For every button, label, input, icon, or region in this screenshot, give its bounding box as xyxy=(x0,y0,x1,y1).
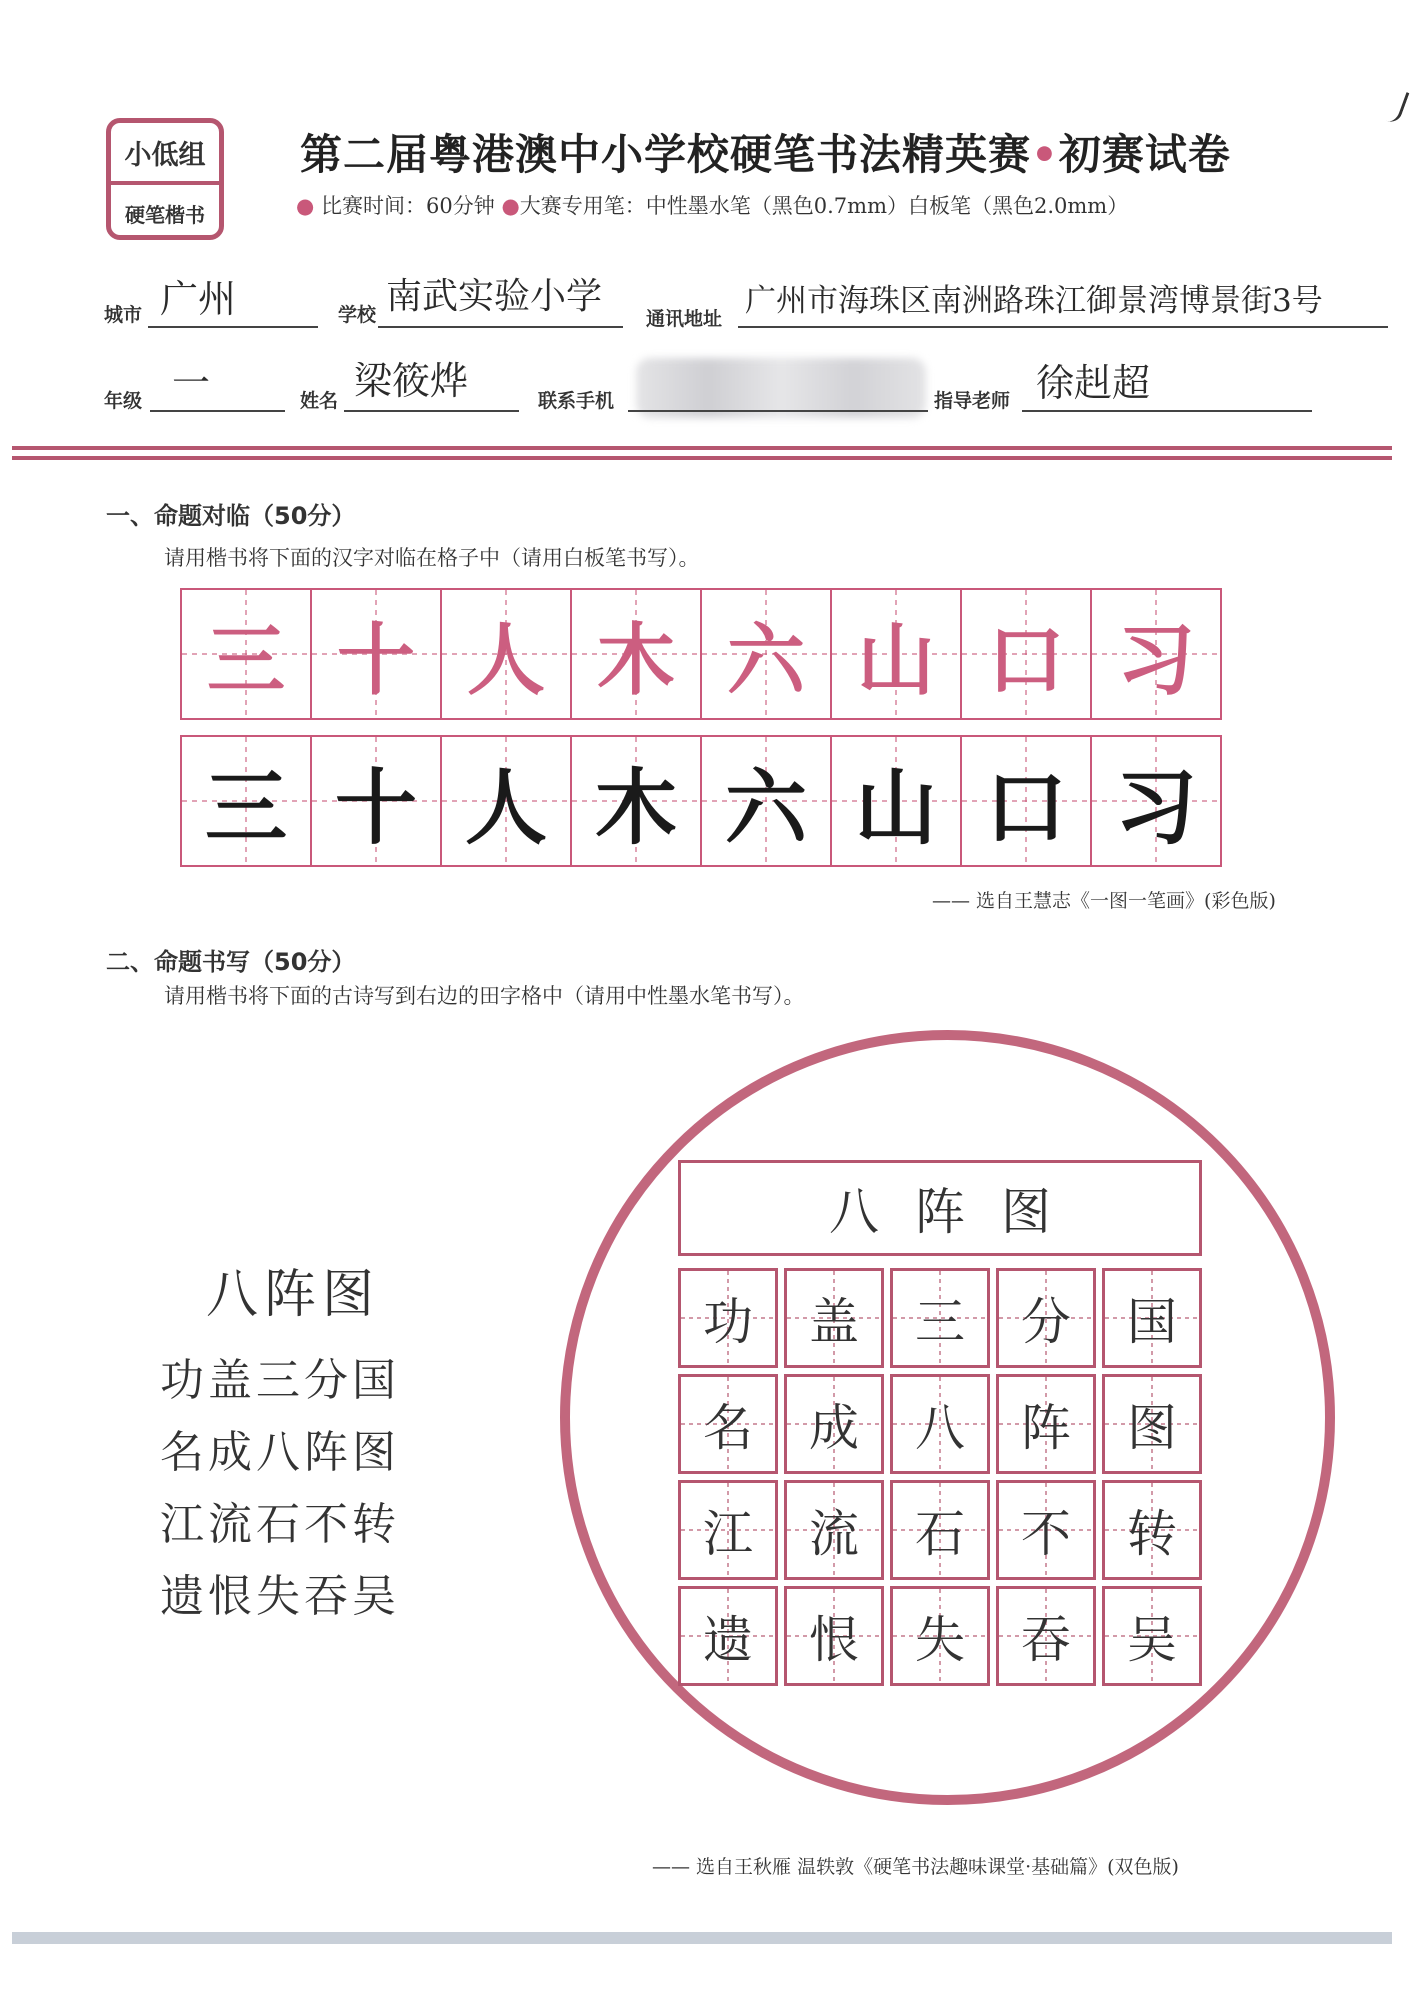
header-divider xyxy=(12,446,1392,450)
answer-title: 八阵图 xyxy=(829,1183,1087,1241)
answer-char: 转 xyxy=(1127,1505,1177,1563)
model-char: 六 xyxy=(726,615,805,706)
model-cell xyxy=(440,588,572,720)
tianzi-cell xyxy=(784,1480,884,1580)
tianzi-cell xyxy=(784,1586,884,1686)
tianzi-cell xyxy=(678,1374,778,1474)
answer-char: 盖 xyxy=(809,1293,859,1351)
tianzi-cell xyxy=(678,1480,778,1580)
model-cell xyxy=(310,588,442,720)
poem-title: 八阵图 xyxy=(206,1265,381,1325)
section1-description: 请用楷书将下面的汉字对临在格子中（请用白板笔书写）。 xyxy=(164,546,700,570)
written-cell xyxy=(440,735,572,867)
answer-char: 石 xyxy=(915,1505,965,1563)
written-cell xyxy=(830,735,962,867)
address-value: 广州市海珠区南洲路珠江御景湾博景街3号 xyxy=(745,283,1323,319)
answer-title-box xyxy=(678,1160,1202,1256)
answer-char: 图 xyxy=(1127,1399,1177,1457)
name-field-line xyxy=(344,410,519,412)
grade-label: 年级 xyxy=(104,390,143,412)
poem-line: 名成八阵图 xyxy=(160,1427,400,1478)
model-char: 木 xyxy=(596,615,675,706)
address-label: 通讯地址 xyxy=(646,308,723,330)
tianzi-cell xyxy=(1102,1268,1202,1368)
tianzi-cell xyxy=(678,1268,778,1368)
pen-mark xyxy=(1387,89,1410,125)
teacher-field-line xyxy=(1022,410,1312,412)
grade-value: 一 xyxy=(172,361,211,405)
footer-bar xyxy=(12,1932,1392,1944)
badge-group-label: 小低组 xyxy=(111,123,219,185)
title-main: 第二届粤港澳中小学校硬笔书法精英赛 xyxy=(300,130,1032,179)
answer-char: 分 xyxy=(1021,1293,1071,1351)
tianzi-cell xyxy=(996,1268,1096,1368)
model-char: 十 xyxy=(336,615,415,706)
phone-field-line xyxy=(628,410,928,412)
answer-char: 恨 xyxy=(809,1611,859,1669)
model-char: 口 xyxy=(986,615,1065,706)
answer-char: 失 xyxy=(915,1611,965,1669)
written-char: 十 xyxy=(334,759,417,856)
written-char: 木 xyxy=(594,759,677,856)
group-badge xyxy=(106,118,224,240)
written-char: 六 xyxy=(724,759,807,856)
model-char: 山 xyxy=(856,615,935,706)
teacher-label: 指导老师 xyxy=(934,390,1011,412)
answer-char: 流 xyxy=(809,1505,859,1563)
answer-char: 国 xyxy=(1127,1293,1177,1351)
grade-field-line xyxy=(150,410,285,412)
model-cell xyxy=(180,588,312,720)
subtitle xyxy=(296,190,1128,220)
tianzi-cell xyxy=(784,1268,884,1368)
tianzi-cell xyxy=(890,1374,990,1474)
tianzi-cell xyxy=(1102,1480,1202,1580)
title-dot: • xyxy=(1031,130,1059,179)
model-cell xyxy=(1090,588,1222,720)
written-cell xyxy=(180,735,312,867)
school-label: 学校 xyxy=(338,304,377,326)
phone-value-redacted xyxy=(636,358,926,418)
written-cell xyxy=(960,735,1092,867)
answer-char: 功 xyxy=(703,1293,753,1351)
written-char-grid xyxy=(180,735,1220,867)
title-suffix: 初赛试卷 xyxy=(1058,130,1231,179)
model-cell xyxy=(830,588,962,720)
answer-char: 吴 xyxy=(1127,1611,1177,1669)
section2-description: 请用楷书将下面的古诗写到右边的田字格中（请用中性墨水笔书写）。 xyxy=(164,984,805,1008)
teacher-value: 徐赳超 xyxy=(1036,361,1151,405)
tianzi-cell xyxy=(1102,1374,1202,1474)
city-value: 广州 xyxy=(160,277,237,321)
answer-char: 江 xyxy=(703,1505,753,1563)
header-divider xyxy=(12,456,1392,460)
bullet-icon: ● xyxy=(296,194,315,218)
badge-category-label: 硬笔楷书 xyxy=(125,202,205,227)
written-char: 山 xyxy=(854,759,937,856)
school-field-line xyxy=(378,326,623,328)
school-value: 南武实验小学 xyxy=(386,276,603,317)
answer-char: 名 xyxy=(703,1399,753,1457)
address-field-line xyxy=(738,326,1388,328)
poem-line: 江流石不转 xyxy=(160,1499,400,1550)
page-title xyxy=(300,122,1231,182)
model-char-grid xyxy=(180,588,1220,720)
model-cell xyxy=(700,588,832,720)
tianzi-cell xyxy=(1102,1586,1202,1686)
tianzi-cell xyxy=(678,1586,778,1686)
section2-title: 二、命题书写（50分） xyxy=(106,948,356,976)
model-cell xyxy=(960,588,1092,720)
model-char: 人 xyxy=(466,615,545,706)
model-char: 习 xyxy=(1116,615,1195,706)
written-cell xyxy=(310,735,442,867)
name-label: 姓名 xyxy=(300,390,339,412)
written-cell xyxy=(1090,735,1222,867)
subtitle-time: 比赛时间：60分钟 xyxy=(321,194,495,218)
name-value: 梁筱烨 xyxy=(354,359,469,403)
written-cell xyxy=(700,735,832,867)
subtitle-pens: 大赛专用笔：中性墨水笔（黑色0.7mm）白板笔（黑色2.0mm） xyxy=(519,194,1129,218)
answer-char: 八 xyxy=(915,1399,965,1457)
answer-char: 遗 xyxy=(703,1611,753,1669)
tianzi-cell xyxy=(890,1586,990,1686)
bullet-icon: ● xyxy=(501,194,520,218)
poem-line: 功盖三分国 xyxy=(160,1355,400,1406)
city-label: 城市 xyxy=(104,304,143,326)
written-char: 习 xyxy=(1114,759,1197,856)
answer-char: 成 xyxy=(809,1399,859,1457)
model-cell xyxy=(570,588,702,720)
section2-source: —— 选自王秋雁 温轶敦《硬笔书法趣味课堂·基础篇》(双色版) xyxy=(652,1856,1179,1878)
poem-line: 遗恨失吞吴 xyxy=(160,1571,400,1622)
answer-char: 吞 xyxy=(1021,1611,1071,1669)
model-char: 三 xyxy=(206,615,285,706)
phone-label: 联系手机 xyxy=(538,390,615,412)
answer-char: 不 xyxy=(1021,1505,1071,1563)
written-char: 人 xyxy=(464,759,547,856)
tianzi-cell xyxy=(996,1586,1096,1686)
tianzi-cell xyxy=(890,1268,990,1368)
tianzi-cell xyxy=(784,1374,884,1474)
answer-char: 阵 xyxy=(1021,1399,1071,1457)
written-char: 三 xyxy=(204,759,287,856)
written-cell xyxy=(570,735,702,867)
tianzi-cell xyxy=(996,1480,1096,1580)
section1-title: 一、命题对临（50分） xyxy=(106,502,356,530)
answer-char: 三 xyxy=(915,1293,965,1351)
written-char: 口 xyxy=(984,759,1067,856)
city-field-line xyxy=(148,326,318,328)
section1-source: —— 选自王慧志《一图一笔画》(彩色版) xyxy=(932,890,1276,912)
tianzi-cell xyxy=(890,1480,990,1580)
tianzi-cell xyxy=(996,1374,1096,1474)
